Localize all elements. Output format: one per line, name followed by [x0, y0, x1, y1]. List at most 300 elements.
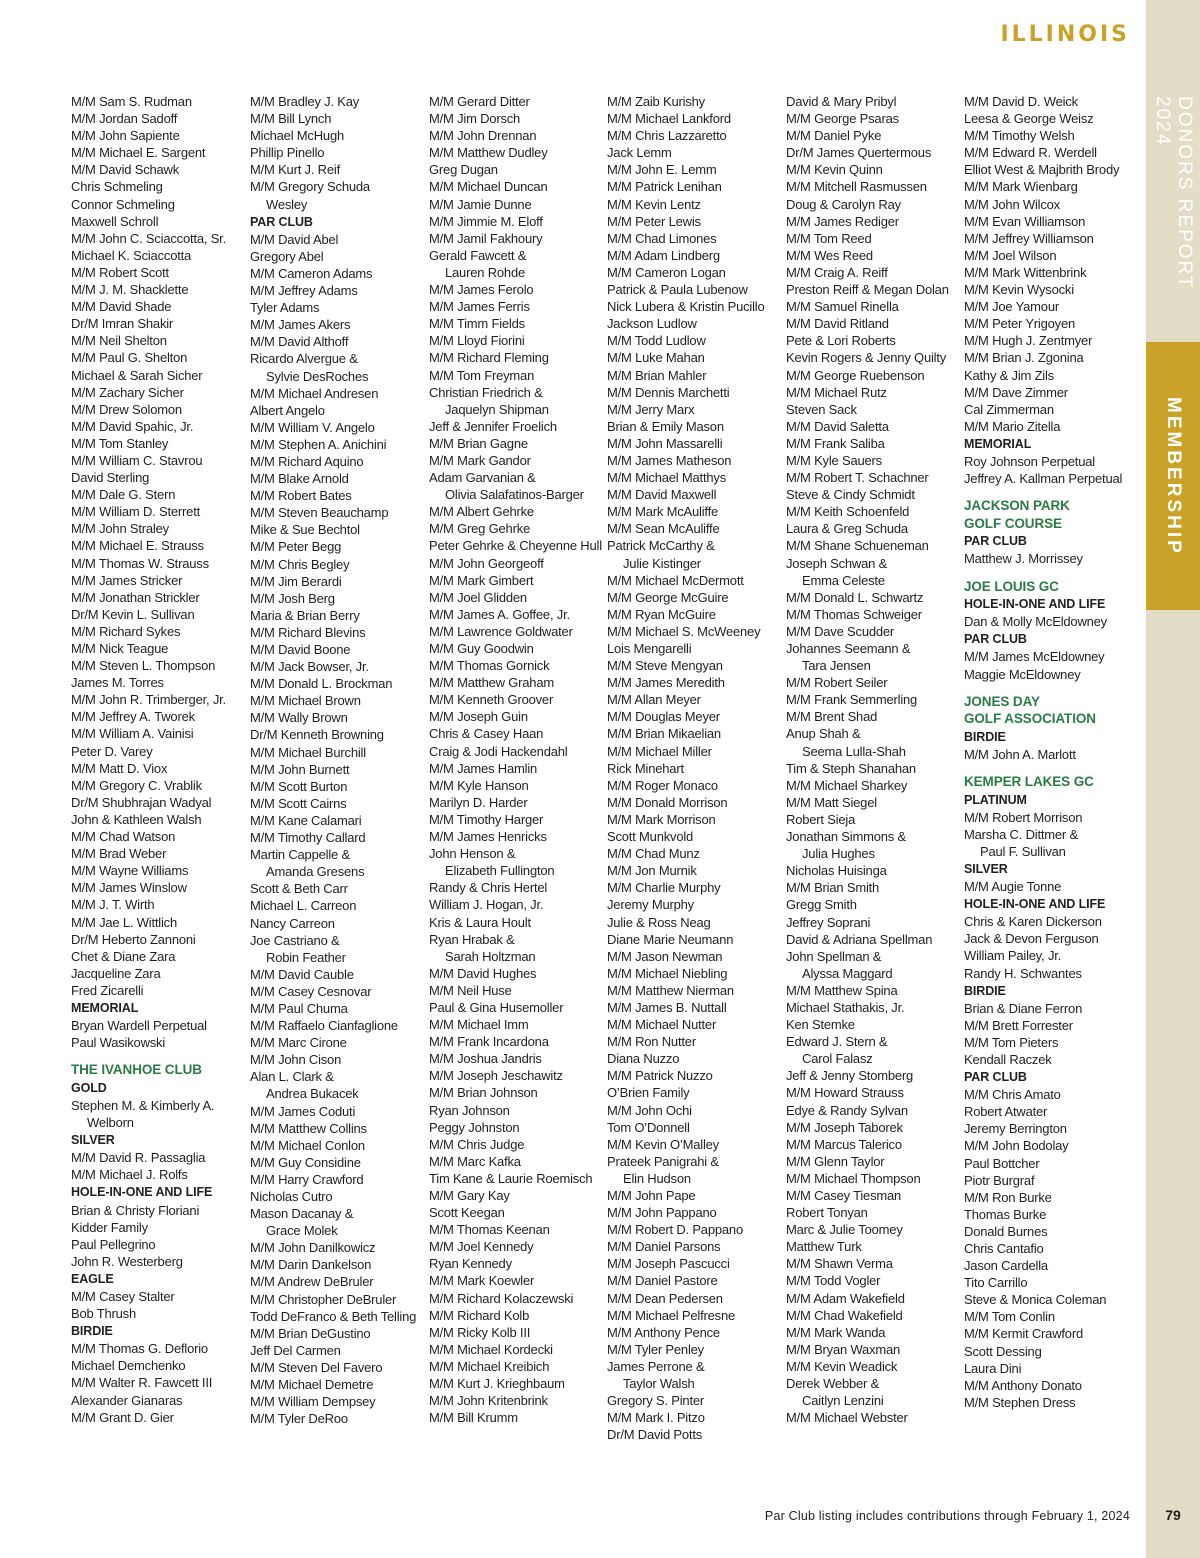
donor-entry: Dr/M Heberto Zannoni: [71, 931, 196, 947]
sidebar: [1146, 0, 1200, 1558]
donor-entry: M/M Brad Weber: [71, 846, 167, 862]
donor-entry: M/M Steven Beauchamp: [250, 505, 389, 521]
donor-entry: Doug & Carolyn Ray: [786, 196, 901, 212]
donor-entry-continued: Sylvie DesRoches: [266, 368, 369, 384]
donor-entry: Connor Schmeling: [71, 196, 175, 212]
donor-entry: Randy H. Schwantes: [964, 965, 1082, 981]
donor-entry: M/M Craig A. Reiff: [786, 264, 888, 280]
donor-entry: M/M Peter Begg: [250, 539, 342, 555]
donor-entry: Ricardo Alvergue &: [250, 351, 358, 367]
donor-entry: Jeff & Jenny Stomberg: [786, 1068, 914, 1084]
donor-entry: M/M Richard Kolaczewski: [429, 1290, 574, 1306]
donor-entry: James M. Torres: [71, 675, 164, 691]
club-heading: JONES DAY: [964, 693, 1040, 709]
giving-level-heading: PAR CLUB: [964, 632, 1027, 647]
donor-entry: M/M Michael Conlon: [250, 1137, 365, 1153]
donor-entry: M/M Roger Monaco: [607, 777, 718, 793]
donor-entry: M/M Casey Stalter: [71, 1288, 175, 1304]
donor-entry: M/M Todd Vogler: [786, 1273, 881, 1289]
donor-column-6: [964, 93, 1140, 1411]
donor-entry: M/M Shane Schueneman: [786, 538, 929, 554]
footer-note: Par Club listing includes contributions through February 1, 2024: [764, 1509, 1130, 1523]
donor-entry: M/M Jason Newman: [607, 948, 723, 964]
giving-level-heading: BIRDIE: [964, 729, 1006, 744]
donor-entry: M/M Chris Lazzaretto: [607, 128, 727, 144]
donor-entry: Kendall Raczek: [964, 1051, 1052, 1067]
giving-level-heading: BIRDIE: [964, 983, 1006, 998]
donor-entry: Dr/M David Potts: [607, 1427, 703, 1443]
donor-entry: M/M Tom Freyman: [429, 367, 535, 383]
donor-entry: M/M Chris Judge: [429, 1136, 525, 1152]
donor-entry: Maggie McEldowney: [964, 666, 1081, 682]
giving-level-heading: MEMORIAL: [964, 436, 1032, 451]
donor-entry: Dan & Molly McEldowney: [964, 614, 1107, 630]
donor-column-3: [429, 93, 605, 1426]
donor-entry: Derek Webber &: [786, 1376, 880, 1392]
donor-entry-continued: Jaquelyn Shipman: [445, 401, 549, 417]
giving-level-heading: SILVER: [71, 1133, 115, 1148]
donor-entry-continued: Elizabeth Fullington: [445, 863, 555, 879]
donor-entry: M/M Brian Gagne: [429, 435, 528, 451]
donor-entry: M/M David Maxwell: [607, 487, 717, 503]
donor-entry: M/M Jamie Dunne: [429, 196, 532, 212]
donor-entry: David & Mary Pribyl: [786, 94, 897, 109]
donor-entry: M/M Marc Cirone: [250, 1035, 347, 1051]
donor-entry: M/M Michael Thompson: [786, 1170, 921, 1186]
donor-entry-continued: Sarah Holtzman: [445, 948, 536, 964]
donor-entry: M/M Kenneth Groover: [429, 692, 554, 708]
donor-entry: M/M John Kritenbrink: [429, 1393, 548, 1409]
donor-entry: M/M Chad Watson: [71, 829, 176, 845]
donor-entry-continued: Taylor Walsh: [623, 1376, 695, 1392]
donor-entry: M/M Jimmie M. Eloff: [429, 213, 543, 229]
donor-entry: M/M Robert Bates: [250, 488, 352, 504]
donor-entry: Tim & Steph Shanahan: [786, 760, 916, 776]
donor-entry: M/M Shawn Verma: [786, 1256, 893, 1272]
donor-entry: Brian & Emily Mason: [607, 418, 724, 434]
donor-entry: Jeff Del Carmen: [250, 1342, 341, 1358]
donor-entry: M/M Brian Johnson: [429, 1085, 538, 1101]
donor-entry: Michael Stathakis, Jr.: [786, 999, 905, 1015]
donor-entry: M/M Joseph Pascucci: [607, 1256, 730, 1272]
donor-entry: M/M Bradley J. Kay: [250, 94, 360, 109]
donor-entry: M/M Mark Wittenbrink: [964, 264, 1087, 280]
donor-entry: M/M Jordan Sadoff: [71, 111, 178, 127]
donor-entry: M/M Daniel Parsons: [607, 1239, 721, 1255]
donor-entry: M/M Steven Del Favero: [250, 1359, 383, 1375]
donor-entry: M/M John Pape: [607, 1188, 696, 1203]
donor-entry: M/M James Winslow: [71, 880, 187, 896]
donor-entry: M/M Michael Matthys: [607, 470, 727, 486]
donor-entry: M/M Guy Goodwin: [429, 641, 534, 656]
donor-entry: M/M Harry Crawford: [250, 1171, 364, 1187]
giving-level-heading: HOLE-IN-ONE AND LIFE: [964, 597, 1106, 612]
donor-entry: M/M Timm Fields: [429, 316, 525, 332]
donor-entry: M/M James Rediger: [786, 213, 899, 229]
donor-entry: M/M John E. Lemm: [607, 162, 717, 178]
donor-entry: M/M Andrew DeBruler: [250, 1274, 374, 1290]
donor-entry: Maxwell Schroll: [71, 213, 159, 229]
donor-entry: Alan L. Clark &: [250, 1069, 334, 1085]
donor-entry: M/M James Stricker: [71, 572, 183, 588]
donor-entry: Mike & Sue Bechtol: [250, 522, 360, 538]
donor-entry: Gregory Abel: [250, 248, 324, 264]
donor-entry: M/M John Drennan: [429, 128, 537, 144]
donor-entry: M/M Robert D. Pappano: [607, 1222, 743, 1238]
donor-entry: M/M Allan Meyer: [607, 692, 701, 708]
donor-entry: M/M Frank Saliba: [786, 435, 885, 451]
donor-entry: Kidder Family: [71, 1219, 148, 1235]
donor-entry: Laura Dini: [964, 1360, 1022, 1376]
donor-entry: M/M Robert T. Schachner: [786, 470, 929, 486]
donor-entry: M/M Kevin O’Malley: [607, 1136, 719, 1152]
donor-entry: M/M Jeffrey Adams: [250, 283, 358, 299]
donor-entry: M/M Joel Glidden: [429, 589, 527, 605]
donor-entry: M/M Mark Morrison: [607, 811, 716, 827]
donor-entry: Jacqueline Zara: [71, 965, 161, 981]
donor-entry: M/M Kyle Hanson: [429, 777, 529, 793]
donor-entry: Bryan Wardell Perpetual: [71, 1018, 207, 1034]
donor-entry: Jonathan Simmons &: [786, 829, 906, 845]
donor-entry: M/M Peter Lewis: [607, 213, 701, 229]
donor-entry: Gregory S. Pinter: [607, 1393, 705, 1409]
donor-entry: M/M Matthew Spina: [786, 982, 898, 998]
donor-entry: David Sterling: [71, 470, 150, 486]
donor-entry: Matthew J. Morrissey: [964, 551, 1083, 567]
donor-entry: M/M Dean Pedersen: [607, 1290, 723, 1306]
donor-entry: Gerald Fawcett &: [429, 247, 527, 263]
donor-entry: Bob Thrush: [71, 1306, 136, 1322]
donor-entry: M/M Neil Huse: [429, 982, 512, 998]
donor-entry: M/M Joe Yamour: [964, 299, 1059, 315]
giving-level-heading: BIRDIE: [71, 1324, 113, 1339]
donor-entry: Julie & Ross Neag: [607, 914, 711, 930]
donor-entry: M/M Ron Burke: [964, 1189, 1052, 1205]
donor-entry: Jeff & Jennifer Froelich: [429, 418, 557, 434]
donor-entry: M/M Michael Webster: [786, 1410, 908, 1426]
giving-level-heading: HOLE-IN-ONE AND LIFE: [964, 897, 1106, 912]
donor-entry: Todd DeFranco & Beth Telling: [250, 1308, 417, 1324]
donor-entry: Gregg Smith: [786, 897, 857, 913]
donor-entry: M/M William V. Angelo: [250, 419, 375, 435]
donor-entry: M/M Michael E. Strauss: [71, 538, 204, 554]
donor-entry: M/M Mark McAuliffe: [607, 504, 719, 520]
donor-entry: M/M Joel Wilson: [964, 247, 1057, 263]
donor-entry-continued: Seema Lulla-Shah: [802, 743, 906, 759]
donor-entry: M/M Paul Chuma: [250, 1000, 348, 1016]
donor-entry: M/M Michael Brown: [250, 693, 361, 709]
donor-entry: M/M Howard Strauss: [786, 1085, 904, 1101]
donor-entry: Dr/M James Quertermous: [786, 145, 932, 161]
donor-entry: M/M Mark Wienbarg: [964, 179, 1078, 195]
donor-entry: M/M David Saletta: [786, 418, 889, 434]
donor-entry: M/M Timothy Harger: [429, 811, 544, 827]
giving-level-heading: PAR CLUB: [964, 534, 1027, 549]
donor-entry: M/M Steve Mengyan: [607, 658, 723, 674]
donor-entry: M/M Gary Kay: [429, 1188, 510, 1203]
donor-entry: M/M Douglas Meyer: [607, 709, 720, 725]
giving-level-heading: PLATINUM: [964, 792, 1027, 807]
donor-entry: M/M Augie Tonne: [964, 879, 1062, 895]
club-heading: GOLF COURSE: [964, 515, 1062, 531]
donor-entry: M/M William D. Sterrett: [71, 504, 201, 520]
donor-entry: Phillip Pinello: [250, 145, 325, 161]
donor-entry: William J. Hogan, Jr.: [429, 897, 544, 913]
donor-entry: M/M Matthew Graham: [429, 675, 554, 691]
giving-level-heading: MEMORIAL: [71, 1000, 139, 1015]
donor-entry: Christian Friedrich &: [429, 384, 543, 400]
donor-entry: M/M Kurt J. Reif: [250, 162, 340, 178]
donor-entry: M/M Donald L. Schwartz: [786, 589, 924, 605]
donor-entry: M/M Neil Shelton: [71, 333, 167, 349]
page-number: 79: [1165, 1507, 1181, 1523]
donor-entry: Ken Stemke: [786, 1017, 855, 1033]
donor-entry: M/M James B. Nuttall: [607, 999, 727, 1015]
donor-entry-continued: Paul F. Sullivan: [980, 843, 1066, 859]
state-header: ILLINOIS: [1000, 22, 1130, 47]
donor-entry: M/M John Danilkowicz: [250, 1240, 376, 1256]
donor-entry: M/M Mark Koewler: [429, 1273, 535, 1289]
donor-entry: Chris Schmeling: [71, 179, 163, 195]
donor-entry: M/M Chad Munz: [607, 846, 700, 862]
donor-entry: M/M Brian J. Zgonina: [964, 350, 1084, 366]
donor-entry: Tim Kane & Laurie Roemisch: [429, 1170, 593, 1186]
donor-entry: Tom O’Donnell: [607, 1119, 690, 1135]
donor-entry: M/M Michael S. McWeeney: [607, 623, 761, 639]
donor-entry: Leesa & George Weisz: [964, 111, 1094, 127]
giving-level-heading: EAGLE: [71, 1271, 114, 1286]
donor-entry: M/M Brett Forrester: [964, 1017, 1073, 1033]
donor-entry: Scott & Beth Carr: [250, 881, 348, 897]
donor-column-2: [250, 93, 426, 1427]
donor-entry: Rick Minehart: [607, 760, 684, 776]
donor-entry: M/M John R. Trimberger, Jr.: [71, 692, 226, 708]
donor-entry: M/M John C. Sciaccotta, Sr.: [71, 230, 226, 246]
donor-entry: M/M Kyle Sauers: [786, 452, 882, 468]
donor-entry: James Perrone &: [607, 1358, 705, 1374]
donor-entry: M/M J. T. Wirth: [71, 897, 155, 913]
donor-entry: Stephen M. & Kimberly A.: [71, 1097, 215, 1113]
donor-entry: M/M Robert Seiler: [786, 675, 888, 691]
donor-entry-continued: Elin Hudson: [623, 1170, 691, 1186]
donor-entry: Preston Reiff & Megan Dolan: [786, 282, 949, 298]
donor-entry: M/M Tom Pieters: [964, 1034, 1059, 1050]
donor-entry: M/M Albert Gehrke: [429, 504, 534, 520]
donor-entry-continued: Welborn: [87, 1115, 134, 1131]
donor-entry: Matthew Turk: [786, 1239, 862, 1255]
donor-entry-continued: Caitlyn Lenzini: [802, 1393, 884, 1409]
donor-entry: Jeffrey A. Kallman Perpetual: [964, 471, 1123, 487]
donor-entry: Craig & Jodi Hackendahl: [429, 743, 568, 759]
donor-entry: M/M Jamil Fakhoury: [429, 230, 543, 246]
donor-entry: M/M Patrick Lenihan: [607, 179, 722, 195]
donor-entry: Tyler Adams: [250, 300, 320, 316]
donor-entry: Cal Zimmerman: [964, 401, 1054, 417]
donor-entry: M/M Mark Wanda: [786, 1324, 886, 1340]
donor-entry: M/M Cameron Adams: [250, 265, 373, 281]
donor-entry: M/M John Bodolay: [964, 1138, 1069, 1154]
donor-entry: M/M Zaib Kurishy: [607, 94, 705, 109]
donor-entry: M/M Donald Morrison: [607, 794, 728, 810]
donor-entry: Joe Castriano &: [250, 932, 340, 948]
donor-entry: M/M Chad Wakefield: [786, 1307, 903, 1323]
donor-entry: M/M William A. Vainisi: [71, 726, 194, 742]
donor-entry: M/M Donald L. Brockman: [250, 676, 393, 692]
donor-entry: Scott Keegan: [429, 1205, 505, 1221]
giving-level-heading: HOLE-IN-ONE AND LIFE: [71, 1185, 213, 1200]
donor-entry: M/M Joseph Jeschawitz: [429, 1068, 563, 1084]
donor-entry: Chris Cantafio: [964, 1241, 1044, 1256]
donor-entry: M/M Frank Incardona: [429, 1034, 549, 1050]
donor-entry: M/M Joseph Guin: [429, 709, 528, 725]
donor-entry: M/M Thomas Keenan: [429, 1222, 550, 1238]
donor-entry: M/M Christopher DeBruler: [250, 1291, 397, 1307]
donor-entry: M/M Richard Kolb: [429, 1307, 530, 1323]
donor-entry: M/M Stephen A. Anichini: [250, 436, 387, 452]
donor-entry: M/M Mark I. Pitzo: [607, 1410, 705, 1426]
club-heading: KEMPER LAKES GC: [964, 773, 1094, 789]
donor-entry: M/M David Ritland: [786, 316, 889, 332]
donor-entry: Adam Garvanian &: [429, 470, 536, 486]
giving-level-heading: SILVER: [964, 861, 1008, 876]
donor-entry: Nicholas Huisinga: [786, 863, 887, 879]
donor-entry: M/M Marcus Talerico: [786, 1136, 902, 1152]
donor-entry: M/M Scott Burton: [250, 778, 348, 794]
donor-entry: Patrick McCarthy &: [607, 538, 715, 554]
donor-entry-continued: Andrea Bukacek: [266, 1086, 359, 1102]
donor-entry: M/M Brian Smith: [786, 880, 880, 896]
donor-entry: M/M Joseph Taborek: [786, 1119, 903, 1135]
donor-entry-continued: Tara Jensen: [802, 658, 871, 674]
donor-entry: M/M Kermit Crawford: [964, 1326, 1083, 1342]
donor-entry: Thomas Burke: [964, 1206, 1047, 1222]
donor-entry: M/M Darin Dankelson: [250, 1257, 372, 1273]
donor-entry: M/M Jerry Marx: [607, 401, 695, 417]
donor-entry: M/M Michael Rutz: [786, 384, 887, 400]
donor-entry: John & Kathleen Walsh: [71, 811, 202, 827]
donor-column-1: [71, 93, 247, 1426]
donor-entry: M/M John Ochi: [607, 1102, 692, 1118]
donor-entry: M/M James Ferris: [429, 299, 530, 315]
donor-entry: M/M Todd Ludlow: [607, 333, 706, 349]
donor-entry: M/M John Sapiente: [71, 128, 180, 144]
donor-entry: M/M Keith Schoenfeld: [786, 504, 910, 520]
donor-entry: M/M Drew Solomon: [71, 401, 182, 417]
donor-entry: M/M Anthony Pence: [607, 1324, 720, 1340]
donor-entry: M/M Blake Arnold: [250, 471, 349, 487]
donor-entry: Prateek Panigrahi &: [607, 1153, 719, 1169]
donor-entry: M/M Stephen Dress: [964, 1394, 1076, 1410]
donor-entry: Marc & Julie Toomey: [786, 1222, 903, 1238]
donor-entry: M/M Michael Imm: [429, 1017, 529, 1033]
donor-entry: M/M Daniel Pastore: [607, 1273, 718, 1289]
donor-entry: Diane Marie Neumann: [607, 931, 734, 947]
donor-entry: M/M Tom Reed: [786, 230, 872, 246]
donor-columns: [71, 93, 1151, 1473]
donor-entry: M/M Edward R. Werdell: [964, 145, 1097, 161]
donor-entry: M/M Anthony Donato: [964, 1377, 1082, 1393]
donor-entry: M/M John Massarelli: [607, 435, 723, 451]
donor-entry: Paul & Gina Husemoller: [429, 999, 564, 1015]
donor-entry: Scott Munkvold: [607, 829, 694, 845]
donor-entry: Paul Wasikowski: [71, 1035, 166, 1051]
donor-entry: M/M Thomas W. Strauss: [71, 555, 209, 571]
section-tab-membership[interactable]: [1146, 342, 1200, 610]
donor-entry: Albert Angelo: [250, 402, 325, 418]
donor-entry: M/M Sean McAuliffe: [607, 521, 720, 537]
donor-entry: M/M Jeffrey Williamson: [964, 230, 1094, 246]
donor-entry: M/M Brian Mikaelian: [607, 726, 721, 742]
donor-entry: M/M John Pappano: [607, 1205, 717, 1221]
donor-entry: M/M Gregory C. Vrablik: [71, 777, 202, 793]
donor-entry: M/M Richard Sykes: [71, 623, 181, 639]
donor-entry: M/M Joel Kennedy: [429, 1239, 534, 1255]
donor-entry: Marilyn D. Harder: [429, 794, 528, 810]
donor-entry: Randy & Chris Hertel: [429, 880, 548, 896]
donor-entry: Paul Bottcher: [964, 1155, 1040, 1171]
donor-entry: John Henson &: [429, 846, 516, 862]
donor-entry: M/M David Abel: [250, 231, 339, 247]
donor-entry: David & Adriana Spellman: [786, 931, 933, 947]
donor-entry: M/M Dennis Marchetti: [607, 384, 730, 400]
donor-entry: M/M James Henricks: [429, 829, 547, 845]
donor-entry: Kathy & Jim Zils: [964, 367, 1054, 383]
club-heading: GOLF ASSOCIATION: [964, 711, 1096, 727]
section-tab-label: MEMBERSHIP: [1163, 396, 1184, 556]
donor-entry: M/M Brent Shad: [786, 709, 878, 725]
donor-entry: Diana Nuzzo: [607, 1051, 680, 1067]
donor-entry: M/M Dave Zimmer: [964, 384, 1068, 400]
donor-entry: M/M Kevin Lentz: [607, 196, 701, 212]
donor-entry: Nancy Carreon: [250, 915, 335, 931]
donor-entry: Michael Demchenko: [71, 1358, 186, 1374]
donor-entry: Elliot West & Majbrith Brody: [964, 162, 1120, 178]
donor-entry: M/M Steven L. Thompson: [71, 658, 216, 674]
donor-entry: M/M John Georgeoff: [429, 555, 544, 571]
donor-entry: M/M Brian Mahler: [607, 367, 707, 383]
donor-entry: M/M Tyler Penley: [607, 1341, 704, 1357]
donor-entry: Ryan Hrabak &: [429, 931, 515, 947]
donor-entry: M/M Ricky Kolb III: [429, 1324, 531, 1340]
donor-column-4: [607, 93, 783, 1443]
donor-entry: Dr/M Shubhrajan Wadyal: [71, 794, 212, 810]
donor-entry: William Pailey, Jr.: [964, 948, 1062, 964]
donor-entry: M/M George Psaras: [786, 111, 899, 127]
donor-entry: M/M Michael J. Rolfs: [71, 1167, 188, 1183]
donor-entry: John R. Westerberg: [71, 1253, 183, 1269]
donor-entry: Michael L. Carreon: [250, 898, 357, 914]
donor-entry: Peter Gehrke & Cheyenne Hull: [429, 538, 602, 554]
donor-entry: Edward J. Stern &: [786, 1034, 888, 1050]
donor-entry: Chet & Diane Zara: [71, 948, 176, 964]
donor-entry-continued: Alyssa Maggard: [802, 965, 893, 981]
donor-entry-continued: Robin Feather: [266, 949, 346, 965]
donor-entry: Brian & Diane Ferron: [964, 1000, 1083, 1016]
donor-entry-continued: Grace Molek: [266, 1223, 338, 1239]
donor-entry: Donald Burnes: [964, 1223, 1048, 1239]
donor-entry: M/M Chris Amato: [964, 1087, 1061, 1103]
donor-entry: Edye & Randy Sylvan: [786, 1102, 908, 1118]
donor-entry: M/M Sam S. Rudman: [71, 94, 192, 109]
donor-entry: M/M Mitchell Rasmussen: [786, 179, 927, 195]
donor-entry: M/M Robert Scott: [71, 264, 169, 280]
donor-entry: M/M J. M. Shacklette: [71, 282, 189, 298]
donor-entry: M/M Nick Teague: [71, 641, 169, 656]
donor-entry: M/M Guy Considine: [250, 1154, 361, 1170]
donor-entry: M/M Michael Niebling: [607, 965, 728, 981]
donor-entry: M/M Robert Morrison: [964, 809, 1083, 825]
donor-entry: Chris & Karen Dickerson: [964, 914, 1102, 930]
